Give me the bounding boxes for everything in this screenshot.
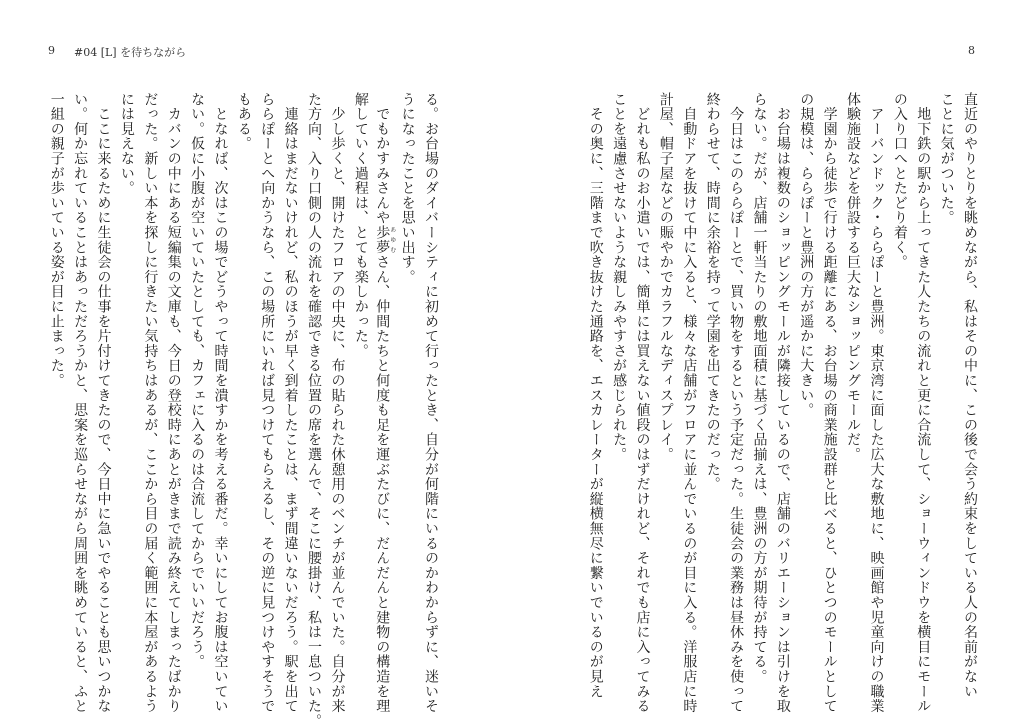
text-column: 解していく過程は、とても楽しかった。 xyxy=(352,92,369,359)
text-segment: でもかすみさんや xyxy=(374,92,391,226)
text-column: た方向、入り口側の人の流れを確認できる位置の席を選んで、そこに腰掛け、私は一息ついた。 xyxy=(306,92,323,728)
right-page-text xyxy=(585,92,981,714)
text-column: の規模は、ららぽーと豊洲の方が遥かに大きい。 xyxy=(798,92,815,418)
text-column: アーバンドック・ららぽーと豊洲。東京湾に面した広大な敷地に、映画館や児童向けの職業 xyxy=(868,92,885,714)
running-title: #04 [L] を待ちながら xyxy=(74,46,187,59)
right-page-number: 8 xyxy=(968,44,975,57)
left-page-text xyxy=(44,92,442,728)
text-column: 学園から徒歩で行ける距離にある、お台場の商業施設群と比べると、ひとつのモールとして xyxy=(821,92,838,714)
text-column: だった。新しい本を探しに行きたい気持ちはあるが、ここから目の届く範囲に本屋があるよう xyxy=(142,92,159,714)
text-column: ことに気がついた。 xyxy=(938,92,955,226)
text-column: い。何か忘れていることはあっただろうかと、思案を巡らせながら周囲を眺めていると、ふと xyxy=(72,92,89,714)
text-column: うになったことを思い出す。 xyxy=(399,92,416,285)
text-column: 少し歩くと、開けたフロアの中央に、布の貼られた休憩用のベンチが並んでいた。自分が来 xyxy=(329,92,346,714)
text-column: 連絡はまだないけれど、私のほうが早く到着したことは、まず間違いないだろう。駅を出て xyxy=(282,92,299,714)
text-column: る。お台場のダイバーシティに初めて行ったとき、自分が何階にいるのかわからずに、迷いそ xyxy=(423,92,439,714)
text-column: 今日はこのららぽーとで、買い物をするという予定だった。生徒会の業務は昼休みを使って xyxy=(728,92,745,714)
text-column: 計屋、帽子屋などの賑やかでカラフルなディスプレイ。 xyxy=(657,92,674,462)
text-column: ことを遠慮させないような親しみやすさが感じられた。 xyxy=(611,92,628,462)
text-column: ない。仮に小腹が空いていたとしても、カフェに入るのは合流してからでいいだろう。 xyxy=(189,92,206,670)
text-column: 直近のやりとりを眺めながら、私はその中に、この後で会う約束をしている人の名前がない xyxy=(962,92,978,699)
text-column: 体験施設などを併設する巨大なショッピングモールだ。 xyxy=(845,92,862,462)
ruby-reading: あゆむ xyxy=(388,225,396,255)
text-column: 一組の親子が歩いている姿が目に止まった。 xyxy=(48,92,65,388)
text-column: 自動ドアを抜けて中に入ると、様々な店舗がフロアに並んでいるのが目に入る。洋服店に時 xyxy=(681,92,698,714)
text-column: ここに来るために生徒会の仕事を片付けてきたので、今日中に急いでやることも思いつかな xyxy=(95,92,112,714)
text-column: その奥に、三階まで吹き抜けた通路を、エスカレーターが縦横無尽に繋いでいるのが見え xyxy=(587,92,604,699)
text-column: ららぽーとへ向かうなら、この場所にいれば見つけてもらえるし、その逆に見つけやすそうで xyxy=(259,92,276,714)
text-column: どれも私のお小遣いでは、簡単には買えない値段のはずだけれど、それでも店に入ってみる xyxy=(634,92,651,714)
text-column: カバンの中にある短編集の文庫も、今日の登校時にあとがきまで読み終えてしまったばかり xyxy=(165,92,182,714)
left-page-number: 9 xyxy=(48,44,55,57)
ruby-word xyxy=(374,225,396,255)
text-column xyxy=(372,92,396,714)
text-column: となれば、次はこの場でどうやって時間を潰すかを考える番だ。幸いにしてお腹は空いてい xyxy=(212,92,229,714)
text-segment: さん、仲間たちと何度も足を運ぶたびに、だんだんと建物の構造を理 xyxy=(374,254,391,714)
text-column: らない。だが、店舗一軒当たりの敷地面積に基づく品揃えは、豊洲の方が期待が持てる。 xyxy=(751,92,768,684)
ruby-base: 歩夢 xyxy=(374,225,391,255)
text-column: もある。 xyxy=(235,92,252,152)
text-column: の入り口へとたどり着く。 xyxy=(891,92,908,270)
text-column: お台場は複数のショッピングモールが隣接しているので、店舗のバリエーションは引けを取 xyxy=(774,92,791,714)
text-column: 終わらせて、時間に余裕を持って学園を出てきたのだった。 xyxy=(704,92,721,492)
text-column: 地下鉄の駅から上ってきた人たちの流れと更に合流して、ショーウィンドウを横目にモール xyxy=(915,92,932,714)
text-column: には見えない。 xyxy=(118,92,135,196)
